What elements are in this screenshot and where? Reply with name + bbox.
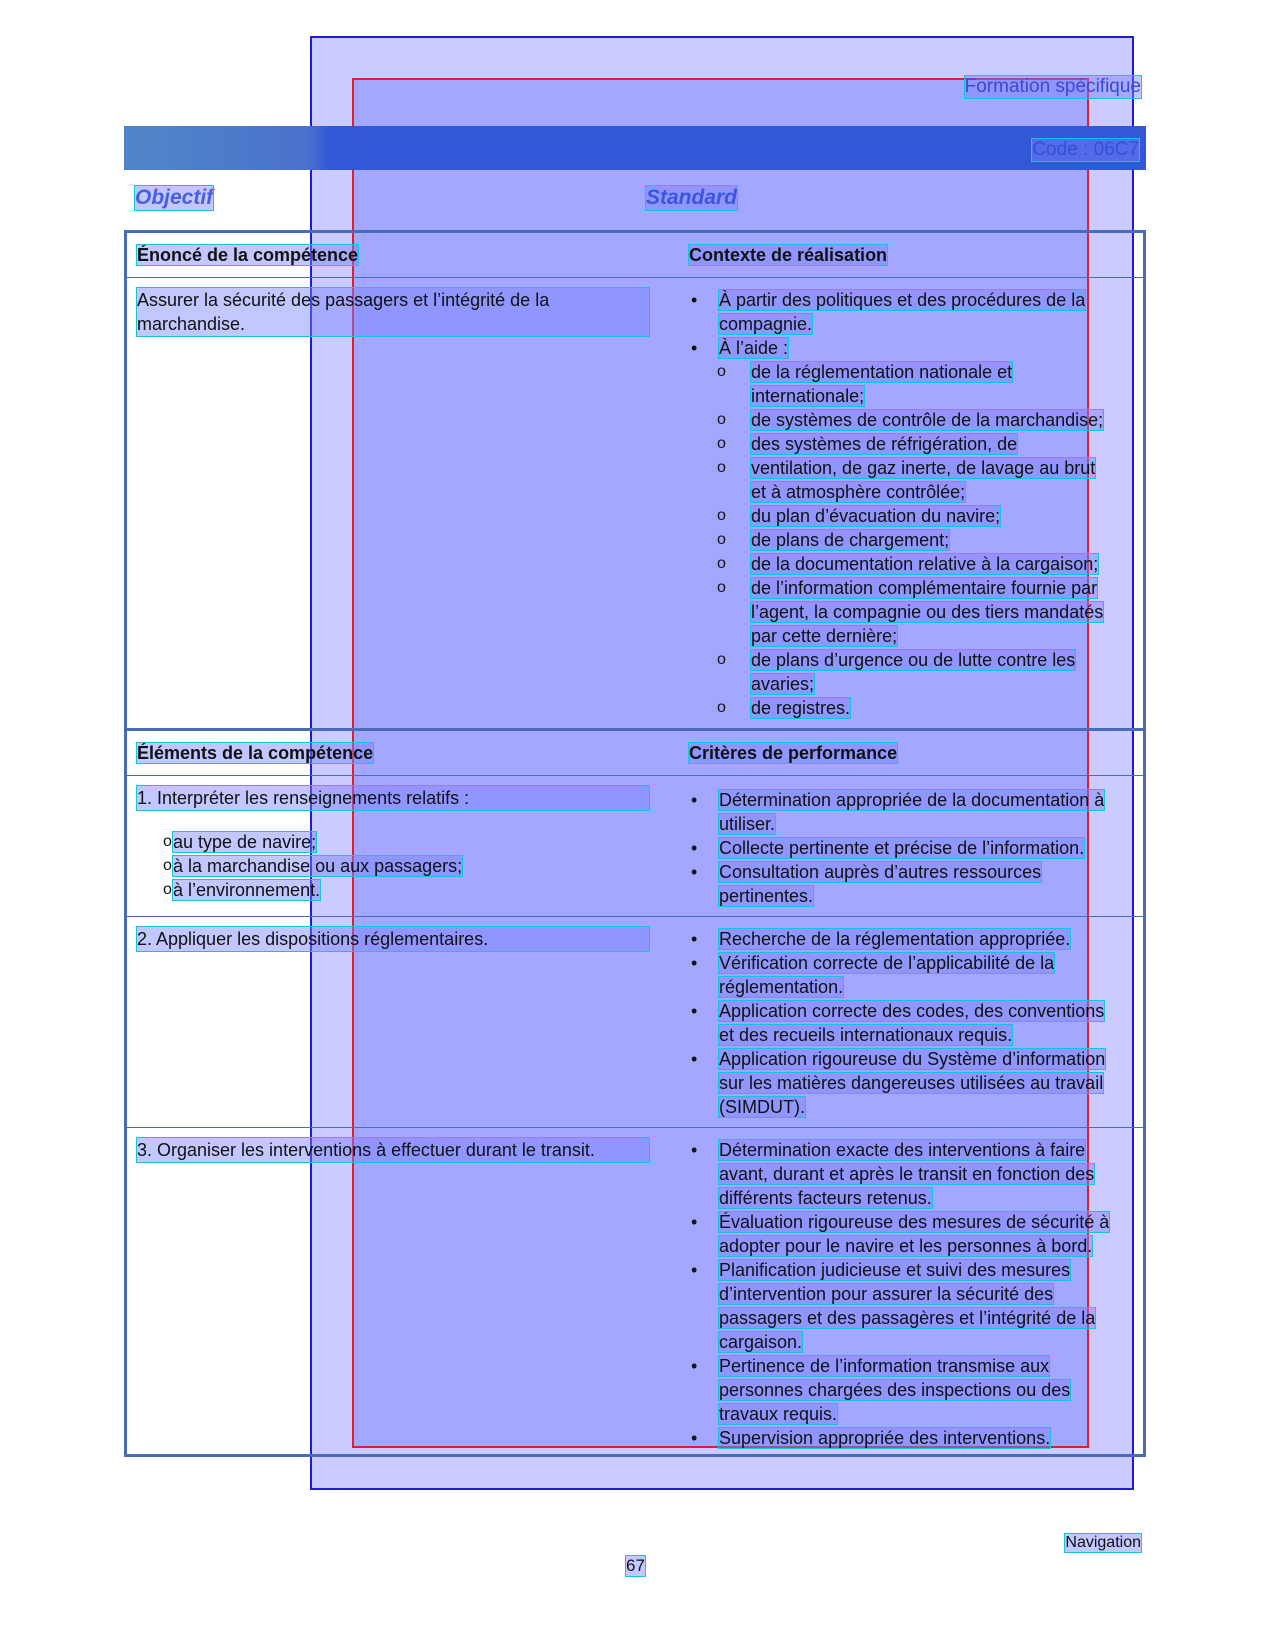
column-header-statement: Énoncé de la compétence: [137, 244, 359, 265]
column-header-context: Contexte de réalisation: [689, 244, 888, 265]
list-item: • À l’aide : o de la réglementation nationale et internationale; o de systèmes de contrôle de la marchandise; o des systèmes de réfrigération, de o ventilation, de gaz inerte, de lavage au brut et à atmosphère contrôlée; o du plan d’évacuation du navire; o de plans de chargement; o de la documentation relative à la cargaison; o de l’information complémentaire fournie par l’agent, la compagnie ou des tiers mandatés par cette dernière; o de plans d’urgence ou de lutte contre les avaries; o de registres.: [689, 336, 1113, 720]
element-text: 2. Appliquer les dispositions réglementaires.: [137, 927, 649, 951]
column-header-elements: Éléments de la compétence: [137, 742, 374, 763]
list-item: • Consultation auprès d’autres ressources pertinentes.: [689, 860, 1113, 908]
list-item: o ventilation, de gaz inerte, de lavage au brut et à atmosphère contrôlée;: [689, 456, 1113, 504]
list-item: • Application correcte des codes, des conventions et des recueils internationaux requis.: [689, 999, 1113, 1047]
list-item: o au type de navire;: [137, 830, 649, 854]
list-item: • Évaluation rigoureuse des mesures de sécurité à adopter pour le navire et les personnes à bord.: [689, 1210, 1113, 1258]
list-item: o du plan d’évacuation du navire;: [689, 504, 1113, 528]
list-item: • Supervision appropriée des interventions.: [689, 1426, 1113, 1450]
list-item: • Application rigoureuse du Système d’information sur les matières dangereuses utilisées au travail (SIMDUT).: [689, 1047, 1113, 1119]
table-row: [126, 917, 1145, 1128]
page-number: 67: [626, 1556, 645, 1575]
list-item: • Recherche de la réglementation appropriée.: [689, 927, 1113, 951]
section-label-standard: Standard: [646, 186, 738, 209]
criteria-list: [689, 927, 1113, 1119]
section-label-objectif: Objectif: [135, 186, 214, 209]
list-item: o de plans de chargement;: [689, 528, 1113, 552]
list-item: o à l’environnement.: [137, 878, 649, 902]
list-item: o de plans d’urgence ou de lutte contre les avaries;: [689, 648, 1113, 696]
table-row: [126, 1128, 1145, 1456]
list-item: o des systèmes de réfrigération, de: [689, 432, 1113, 456]
list-item: • Collecte pertinente et précise de l’information.: [689, 836, 1113, 860]
elements-table: [124, 728, 1146, 1457]
list-item: • À partir des politiques et des procédures de la compagnie.: [689, 288, 1113, 336]
competence-table: [124, 230, 1146, 731]
context-list: [689, 288, 1113, 720]
list-item: • Vérification correcte de l’applicabilité de la réglementation.: [689, 951, 1113, 999]
list-item: • Détermination appropriée de la documentation à utiliser.: [689, 788, 1113, 836]
table-row: [126, 776, 1145, 917]
header-title: Formation spécifique: [964, 76, 1141, 97]
list-item: o de systèmes de contrôle de la marchandise;: [689, 408, 1113, 432]
list-item: o de la réglementation nationale et internationale;: [689, 360, 1113, 408]
list-item: o de l’information complémentaire fournie par l’agent, la compagnie ou des tiers mandatés par cette dernière;: [689, 576, 1113, 648]
criteria-list: [689, 788, 1113, 908]
list-item: • Détermination exacte des interventions à faire avant, durant et après le transit en fonction des différents facteurs retenus.: [689, 1138, 1113, 1210]
element-sublist: [137, 830, 649, 902]
list-item: o de la documentation relative à la cargaison;: [689, 552, 1113, 576]
context-sublist: [689, 360, 1113, 720]
column-header-criteria: Critères de performance: [689, 742, 898, 763]
competence-statement: Assurer la sécurité des passagers et l’intégrité de la marchandise.: [137, 288, 649, 336]
header-bar: [124, 126, 1146, 170]
list-item: • Planification judicieuse et suivi des mesures d’intervention pour assurer la sécurité des passagers et des passagères et l’intégrité de la cargaison.: [689, 1258, 1113, 1354]
element-text: 3. Organiser les interventions à effectuer durant le transit.: [137, 1138, 649, 1162]
element-text: 1. Interpréter les renseignements relatifs :: [137, 786, 649, 810]
criteria-list: [689, 1138, 1113, 1450]
list-item: o de registres.: [689, 696, 1113, 720]
navigation-link[interactable]: Navigation: [1065, 1534, 1141, 1551]
course-code: Code : 06C7: [1032, 139, 1139, 160]
list-item: o à la marchandise ou aux passagers;: [137, 854, 649, 878]
list-item: • Pertinence de l’information transmise aux personnes chargées des inspections ou des travaux requis.: [689, 1354, 1113, 1426]
